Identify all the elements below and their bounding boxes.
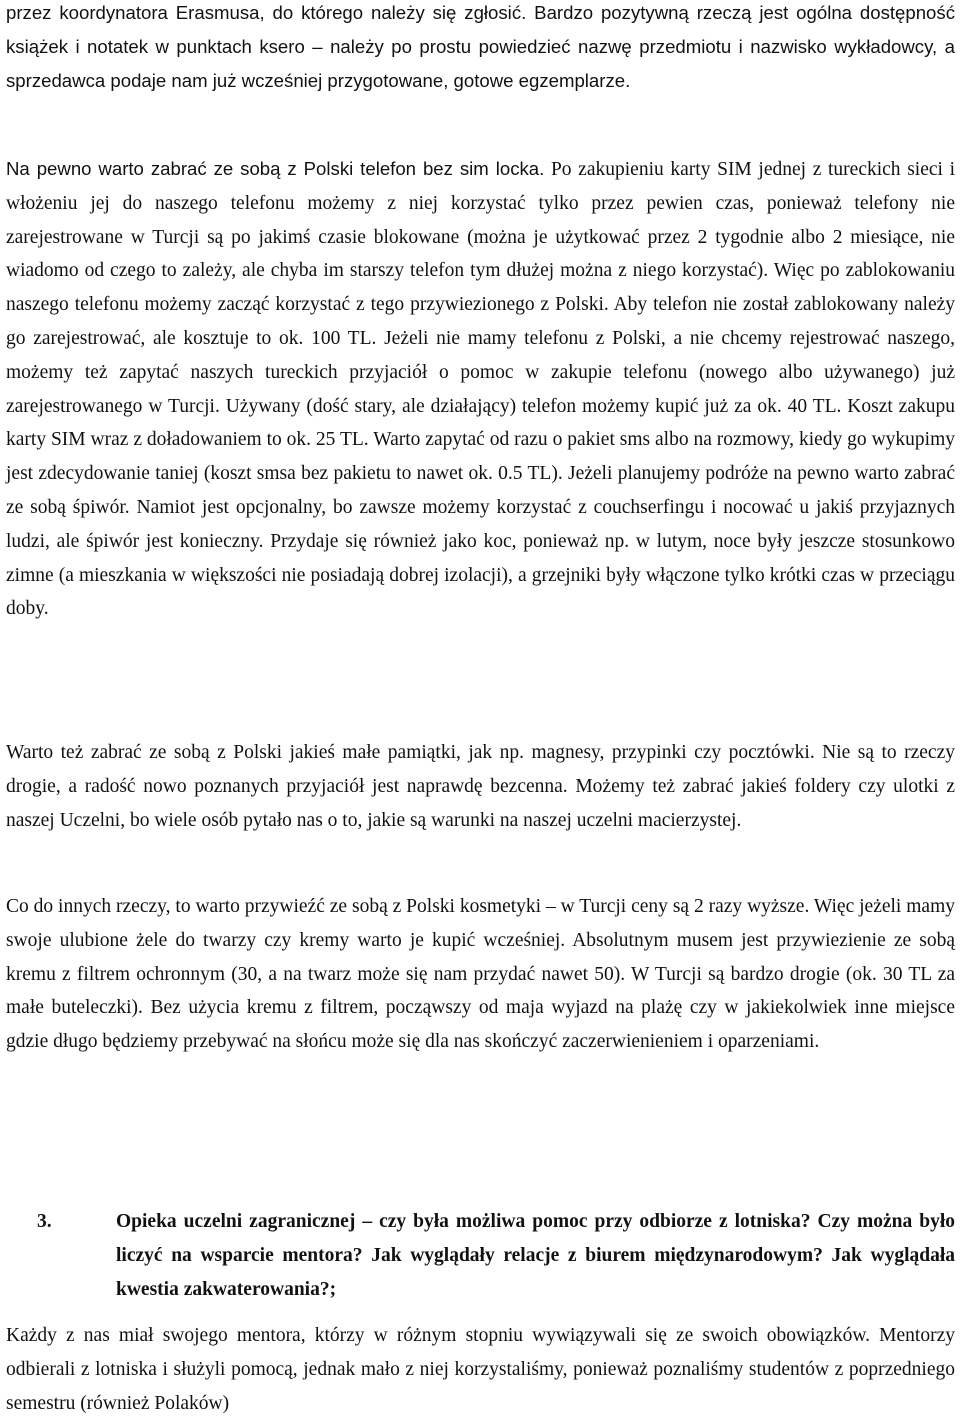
paragraph-phone-lead: Na pewno warto zabrać ze sobą z Polski telefon bez sim locka.	[6, 158, 545, 179]
section-title: Opieka uczelni zagranicznej – czy była możliwa pomoc przy odbiorze z lotniska? Czy można było liczyć na wsparcie mentora? Jak wyglądały relacje z biurem międzynarodowym? Jak wyglądała kwestia zakwaterowania?;	[116, 1211, 955, 1300]
paragraph-mentor: Każdy z nas miał swojego mentora, którzy w różnym stopniu wywiązywali się ze swoich obowiązków. Mentorzy odbierali z lotniska i służyli pomocą, jednak mało z niej korzystaliśmy, ponieważ poznaliśmy studentów z poprzedniego semestru (również Polaków)	[6, 1325, 955, 1414]
paragraph-textbooks: przez koordynatora Erasmusa, do którego należy się zgłosić. Bardzo pozytywną rzeczą jest ogólna dostępność książek i notatek w punktach ksero – należy po prostu powiedzieć nazwę przedmiotu i nazwisko wykładowcy, a sprzedawca podaje nam już wcześniej przygotowane, gotowe egzemplarze.	[6, 2, 955, 91]
section-heading	[6, 1205, 955, 1306]
section-number: 3.	[37, 1211, 52, 1232]
paragraph-cosmetics: Co do innych rzeczy, to warto przywieźć ze sobą z Polski kosmetyki – w Turcji ceny są 2 razy wyższe. Więc jeżeli mamy swoje ulubione żele do twarzy czy kremy warto je kupić wcześniej. Absolutnym musem jest przywiezienie ze sobą kremu z filtrem ochronnym (30, a na twarz może się nam przydać nawet 50). W Turcji są bardzo drogie (ok. 30 TL za małe buteleczki). Bez użycia kremu z filtrem, począwszy od maja wyjazd na plażę czy w jakiekolwiek inne miejsce gdzie długo będziemy przebywać na słońcu może się dla nas skończyć zaczerwienieniem i oparzeniami.	[6, 896, 955, 1053]
paragraph-phone	[6, 152, 955, 626]
paragraph-phone-body: Po zakupieniu karty SIM jednej z tureckich sieci i włożeniu jej do naszego telefonu możemy z niej korzystać tylko przez pewien czas, ponieważ telefony nie zarejestrowane w Turcji są po jakimś czasie blokowane (można je użytkować przez 2 tygodnie albo 2 miesiące, nie wiadomo od czego to zależy, ale chyba im starszy telefon tym dłużej można z niego korzystać). Więc po zablokowaniu naszego telefonu możemy zacząć korzystać z tego przywiezionego z Polski. Aby telefon nie został zablokowany należy go zarejestrować, ale kosztuje to ok. 100 TL. Jeżeli nie mamy telefonu z Polski, a nie chcemy rejestrować naszego, możemy też zapytać naszych tureckich przyjaciół o pomoc w zakupie telefonu (nowego albo używanego) już zarejestrowanego w Turcji. Używany (dość stary, ale działający) telefon możemy kupić już za ok. 40 TL. Koszt zakupu karty SIM wraz z doładowaniem to ok. 25 TL. Warto zapytać od razu o pakiet sms albo na rozmowy, kiedy go wykupimy jest zdecydowanie taniej (koszt smsa bez pakietu to nawet ok. 0.5 TL). Jeżeli planujemy podróże na pewno warto zabrać ze sobą śpiwór. Namiot jest opcjonalny, bo zawsze możemy korzystać z couchserfingu i nocować u jakiś przyjaznych ludzi, ale śpiwór jest konieczny. Przydaje się również jako koc, ponieważ np. w lutym, noce były jeszcze stosunkowo zimne (a mieszkania w większości nie posiadają dobrej izolacji), a grzejniki były włączone tylko krótki czas w przeciągu doby.	[6, 159, 955, 620]
paragraph-souvenirs: Warto też zabrać ze sobą z Polski jakieś małe pamiątki, jak np. magnesy, przypinki czy pocztówki. Nie są to rzeczy drogie, a radość nowo poznanych przyjaciół jest naprawdę bezcenna. Możemy też zabrać jakieś foldery czy ulotki z naszej Uczelni, bo wiele osób pytało nas o to, jakie są warunki na naszej uczelni macierzystej.	[6, 742, 955, 831]
